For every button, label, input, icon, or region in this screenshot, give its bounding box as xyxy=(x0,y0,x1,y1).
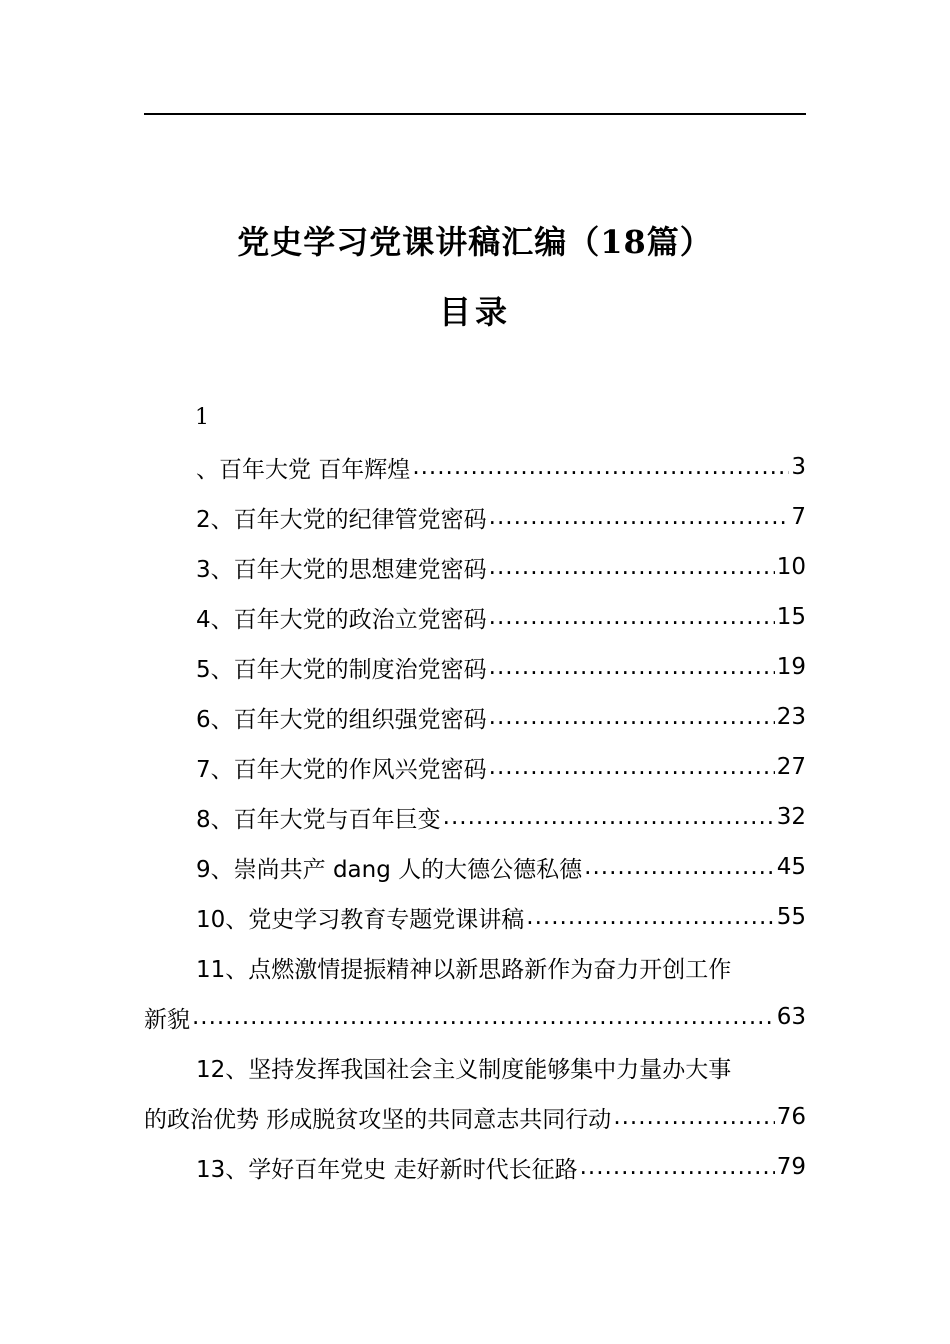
toc-entry-6[interactable] xyxy=(144,692,806,742)
toc-entry-label: 13、学好百年党史 走好新时代长征路 xyxy=(196,1156,578,1183)
table-of-contents xyxy=(144,442,806,1192)
toc-entry-page: 10 xyxy=(776,554,806,580)
header-rule xyxy=(144,113,806,115)
toc-entry-page: 23 xyxy=(776,704,806,730)
toc-entry-5[interactable] xyxy=(144,642,806,692)
toc-entry-page: 32 xyxy=(776,804,806,830)
toc-entry-label: 的政治优势 形成脱贫攻坚的共同意志共同行动 xyxy=(144,1106,612,1133)
toc-entry-9[interactable] xyxy=(144,842,806,892)
dot-leader xyxy=(489,653,775,681)
toc-entry-12-line2[interactable] xyxy=(144,1092,806,1142)
toc-entry-label: 12、坚持发挥我国社会主义制度能够集中力量办大事 xyxy=(196,1056,732,1083)
toc-entry-page: 15 xyxy=(776,604,806,630)
document-title: 党史学习党课讲稿汇编（18篇） xyxy=(237,223,713,261)
toc-entry-2[interactable] xyxy=(144,492,806,542)
toc-entry-label: 5、百年大党的制度治党密码 xyxy=(196,656,487,683)
toc-entry-page: 3 xyxy=(791,454,806,480)
toc-entry-10[interactable] xyxy=(144,892,806,942)
dot-leader xyxy=(443,803,775,831)
toc-entry-label: 、百年大党 百年辉煌 xyxy=(196,456,411,483)
dot-leader xyxy=(489,703,775,731)
dot-leader xyxy=(412,453,789,481)
toc-entry-3[interactable] xyxy=(144,542,806,592)
toc-entry-page: 63 xyxy=(776,1004,806,1030)
toc-entry-page: 79 xyxy=(776,1154,806,1180)
dot-leader xyxy=(584,853,775,881)
dot-leader xyxy=(489,603,775,631)
toc-entry-page: 76 xyxy=(776,1104,806,1130)
toc-entry-label: 9、崇尚共产 dang 人的大德公德私德 xyxy=(196,856,583,883)
dot-leader xyxy=(489,503,790,531)
toc-marker: 1 xyxy=(195,405,209,430)
toc-entry-11-line1[interactable] xyxy=(144,942,806,992)
toc-entry-8[interactable] xyxy=(144,792,806,842)
toc-entry-page: 7 xyxy=(791,504,806,530)
toc-entry-12-line1[interactable] xyxy=(144,1042,806,1092)
dot-leader xyxy=(580,1153,775,1181)
toc-entry-label: 4、百年大党的政治立党密码 xyxy=(196,606,487,633)
toc-entry-page: 27 xyxy=(776,754,806,780)
toc-entry-11-line2[interactable] xyxy=(144,992,806,1042)
dot-leader xyxy=(192,1003,775,1031)
toc-entry-label: 7、百年大党的作风兴党密码 xyxy=(196,756,487,783)
dot-leader xyxy=(613,1103,774,1131)
dot-leader xyxy=(489,753,775,781)
toc-entry-page: 45 xyxy=(776,854,806,880)
toc-entry-label: 6、百年大党的组织强党密码 xyxy=(196,706,487,733)
toc-entry-page: 19 xyxy=(776,654,806,680)
toc-entry-label: 11、点燃激情提振精神以新思路新作为奋力开创工作 xyxy=(196,956,732,983)
toc-entry-13[interactable] xyxy=(144,1142,806,1192)
toc-entry-4[interactable] xyxy=(144,592,806,642)
toc-heading: 目录 xyxy=(438,293,511,331)
toc-entry-label: 3、百年大党的思想建党密码 xyxy=(196,556,487,583)
toc-entry-page: 55 xyxy=(776,904,806,930)
dot-leader xyxy=(526,903,774,931)
toc-entry-label: 8、百年大党与百年巨变 xyxy=(196,806,441,833)
toc-entry-7[interactable] xyxy=(144,742,806,792)
toc-entry-label: 2、百年大党的纪律管党密码 xyxy=(196,506,487,533)
toc-entry-label: 10、党史学习教育专题党课讲稿 xyxy=(196,906,525,933)
dot-leader xyxy=(489,553,775,581)
toc-entry-1[interactable] xyxy=(144,442,806,492)
toc-entry-label: 新貌 xyxy=(144,1006,190,1033)
